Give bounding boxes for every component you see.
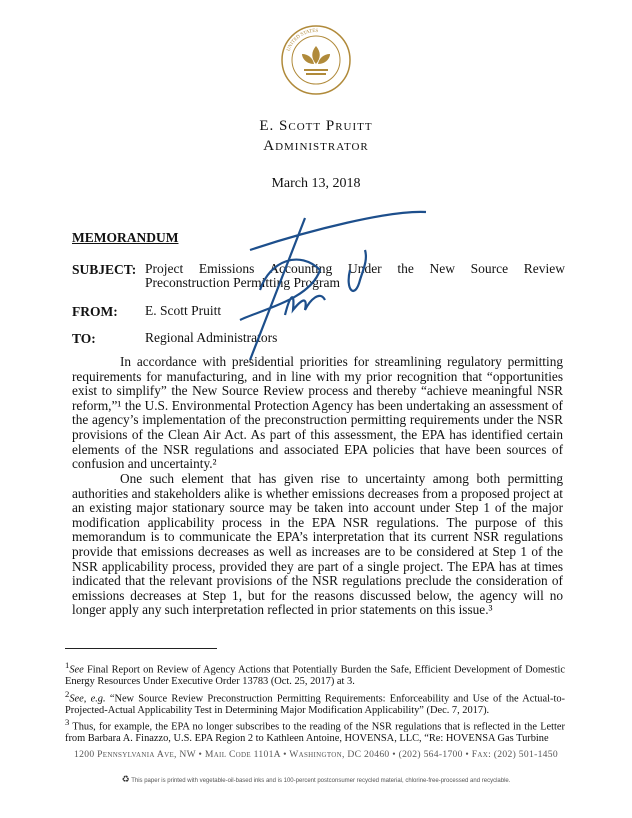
footnote-2 (65, 688, 565, 717)
footnote-1 (65, 659, 565, 688)
to-value: Regional Administrators (145, 330, 278, 345)
body-paragraph-2: One such element that has given rise to uncertainty among both permitting authorities and stakeholders alike is whether emissions decreases from a proposed project at an existing major stationary source may be taken into account under Step 1 of the major modification applicability process in the EPA NSR regulations. The purpose of this memorandum is to communicate the EPA’s interpretation that its current NSR regulations provide that emissions decreases as well as increases are to be considered at Step 1 of the NSR applicability process, provided they are part of a single project. The EPA has at times indicated that the relevant provisions of the NSR regulations preclude the consideration of emissions decreases at Step 1, but for the reasons discussed below, the agency will no longer apply any such interpretation reflected in prior statements on this issue.³ (72, 471, 563, 618)
footer-address: 1200 Pennsylvania Ave, NW • Mail Code 1101A • Washington, DC 20460 • (202) 564-1700 • Fax: (202) 501-1450 (74, 749, 558, 760)
recycle-text: This paper is printed with vegetable-oil-based inks and is 100-percent postconsumer recycled material, chlorine-free-processed and recyclable. (131, 778, 511, 784)
footnote-text: Final Report on Review of Agency Actions that Potentially Burden the Safe, Efficient Development of Domestic Energy Resources Under Executive Order 13783 (Oct. 25, 2017) at 3. (65, 664, 565, 688)
from-label: FROM: (72, 304, 118, 319)
footnote-mark: 2 (65, 689, 70, 699)
footnote-mark: 3 (65, 717, 70, 727)
recycle-notice (0, 774, 632, 785)
memo-heading: MEMORANDUM (72, 230, 179, 245)
footnote-divider (65, 648, 217, 649)
footnote-3 (65, 716, 565, 745)
epa-seal-logo (280, 24, 352, 96)
footnote-signal: See (69, 664, 84, 676)
from-value: E. Scott Pruitt (145, 303, 222, 318)
administrator-name: E. Scott Pruitt (259, 118, 373, 134)
body-paragraph-1: In accordance with presidential priorities for streamlining regulatory permitting requirements for manufacturing, and in line with my prior recognition that “opportunities exist to simplify” the New Source Review process and thereby “achieve meaningful NSR reform,”¹ the U.S. Environmental Protection Agency has been undertaking an assessment of the agency’s implementation of the preconstruction permitting requirements under the NSR provisions of the Clean Air Act. As part of this assessment, the EPA has identified certain elements of the NSR regulations and associated EPA policies that have been sources of confusion and uncertainty.² (72, 354, 563, 472)
svg-text:UNITED STATES: UNITED STATES (286, 28, 319, 53)
footnote-signal: See, e.g. (69, 693, 106, 705)
signature (190, 210, 430, 360)
memo-date: March 13, 2018 (271, 176, 361, 191)
footnote-mark: 1 (65, 660, 70, 670)
recycle-icon: ♻ (121, 774, 130, 784)
footnote-text: Thus, for example, the EPA no longer subscribes to the reading of the NSR regulations that is reflected in the Letter from Barbara A. Finazzo, U.S. EPA Region 2 to Kathleen Antoine, HOVENSA, LLC, “Re: HOVENSA Gas Turbine (65, 721, 565, 745)
to-label: TO: (72, 331, 96, 346)
subject-value: Project Emissions Accounting Under the New Source Review Preconstruction Permitting Program (145, 261, 565, 290)
subject-label: SUBJECT: (72, 262, 137, 277)
footnote-text: “New Source Review Preconstruction Permitting Requirements: Enforceability and Use of the Actual-to-Projected-Actual Applicability Test in Determining Major Modification Applicability” (Dec. 7, 2017). (65, 693, 566, 717)
administrator-title: Administrator (263, 138, 369, 154)
